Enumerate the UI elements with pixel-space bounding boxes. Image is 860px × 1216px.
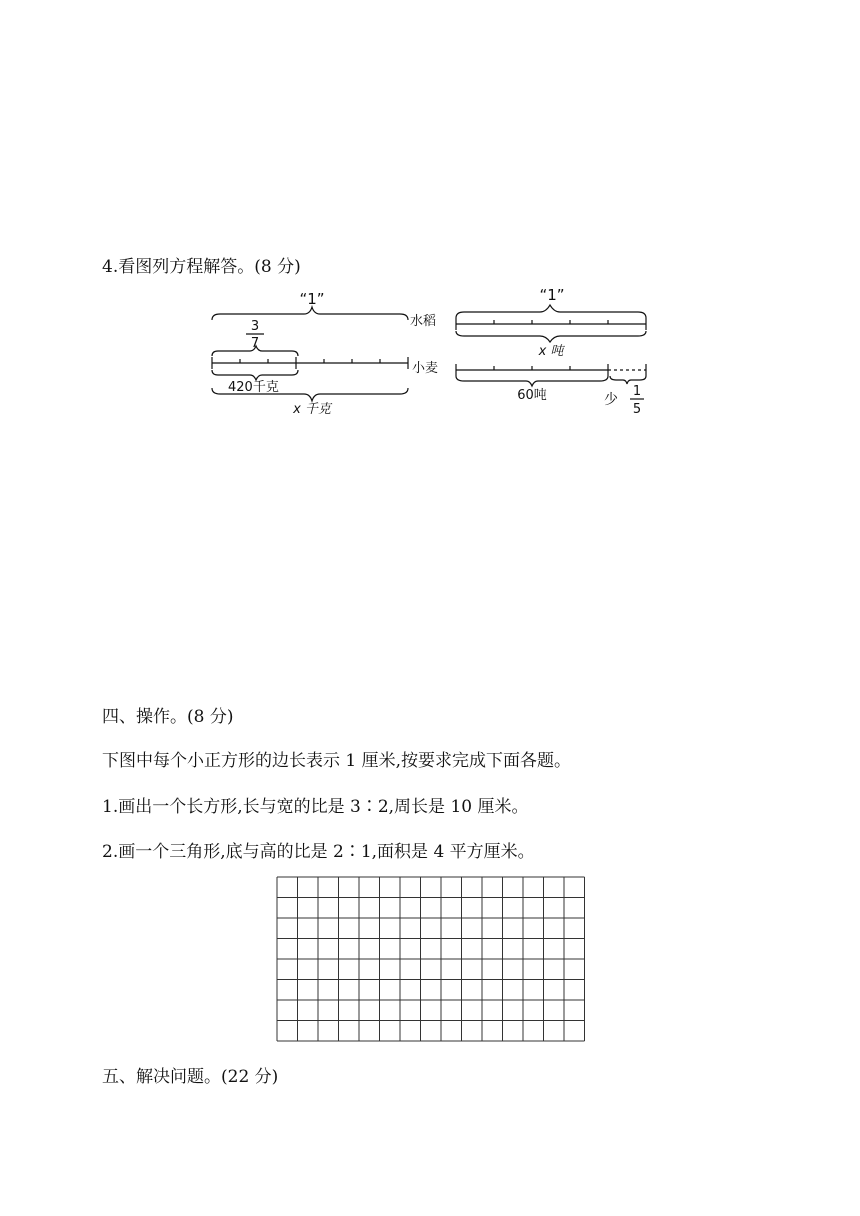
section-5-title: 五、解决问题。(22 分) xyxy=(102,1067,279,1087)
left-top-brace xyxy=(212,307,408,320)
right-part-label: 60吨 xyxy=(517,388,547,403)
left-fraction-numerator: 3 xyxy=(250,319,260,334)
section-4-intro: 下图中每个小正方形的边长表示 1 厘米,按要求完成下面各题。 xyxy=(102,751,572,771)
left-part-label: 420千克 xyxy=(228,380,279,395)
right-top-brace xyxy=(456,305,646,318)
left-rice-label: 水稻 xyxy=(410,314,437,329)
left-wheat-label: 小麦 xyxy=(412,361,439,376)
left-fraction-denominator: 7 xyxy=(250,336,260,351)
question-4-title: 4.看图列方程解答。(8 分) xyxy=(102,257,301,277)
left-total-label: x 千克 xyxy=(293,402,331,417)
right-less-label: 少 xyxy=(604,392,618,408)
right-whole-label: “1” xyxy=(539,286,565,304)
right-part-brace xyxy=(456,376,608,386)
right-fraction-denominator: 5 xyxy=(632,402,642,417)
equation-diagrams xyxy=(200,280,660,420)
task-2: 2.画一个三角形,底与高的比是 2∶1,面积是 4 平方厘米。 xyxy=(102,842,535,862)
right-rice-total-brace xyxy=(456,331,646,342)
right-total-label: x 吨 xyxy=(538,344,564,359)
left-part-brace xyxy=(212,370,298,380)
square-grid[interactable] xyxy=(276,876,586,1044)
task-1: 1.画出一个长方形,长与宽的比是 3∶2,周长是 10 厘米。 xyxy=(102,797,529,817)
right-less-brace xyxy=(610,376,646,384)
left-whole-label: “1” xyxy=(299,290,325,308)
right-fraction-numerator: 1 xyxy=(632,384,642,399)
section-4-title: 四、操作。(8 分) xyxy=(102,707,234,727)
